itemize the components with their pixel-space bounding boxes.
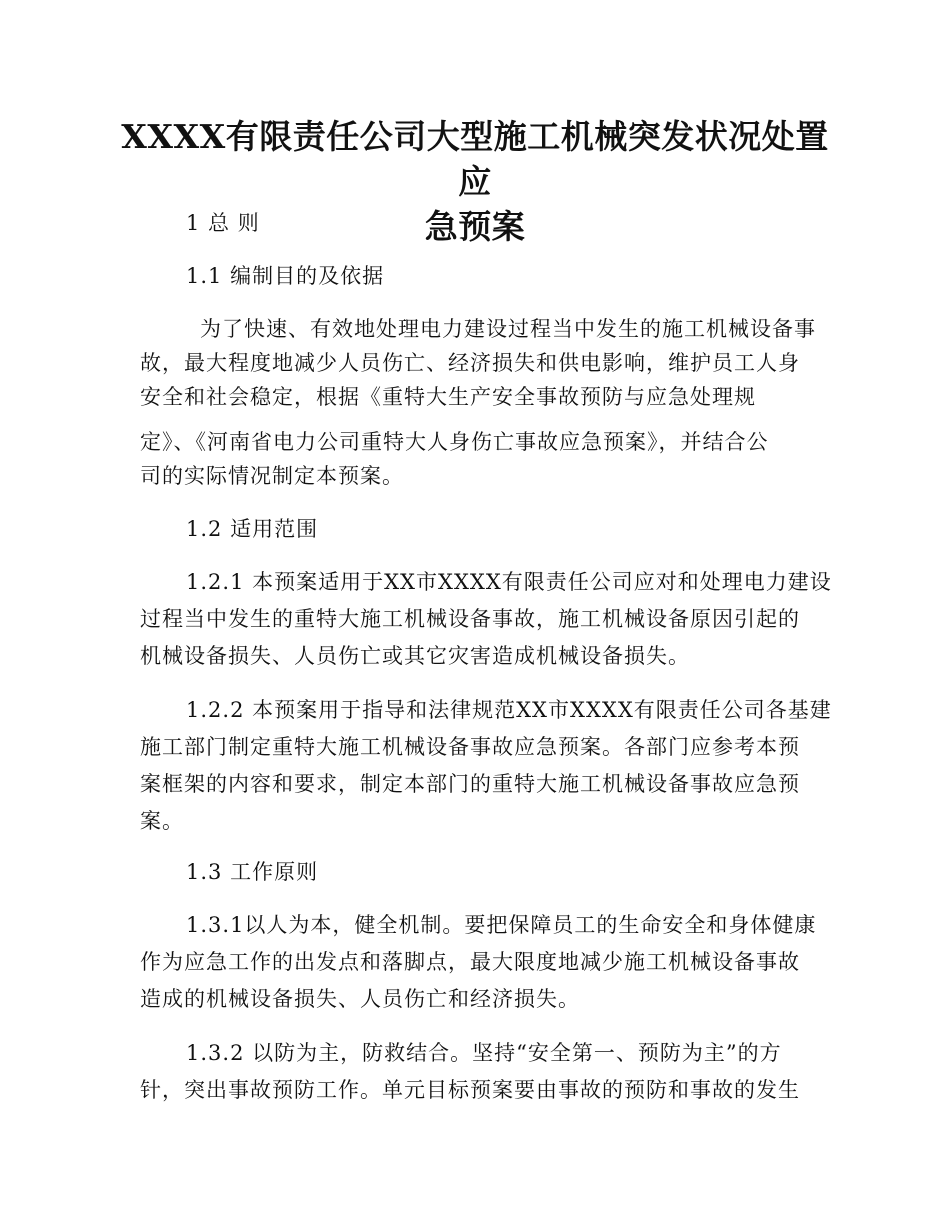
paragraph-line: 作为应急工作的出发点和落脚点，最大限度地减少施工机械设备事故 bbox=[140, 950, 800, 974]
paragraph-line: 针，突出事故预防工作。单元目标预案要由事故的预防和事故的发生 bbox=[140, 1078, 800, 1102]
paragraph-line: 机械设备损失、人员伤亡或其它灾害造成机械设备损失。 bbox=[140, 644, 690, 668]
paragraph-line: 安全和社会稳定，根据《重特大生产安全事故预防与应急处理规 bbox=[140, 385, 756, 409]
heading-general: 1 总 则 bbox=[186, 211, 260, 235]
paragraph-line: 案。 bbox=[140, 809, 184, 833]
paragraph-line: 1.3.1以人为本，健全机制。要把保障员工的生命安全和身体健康 bbox=[186, 913, 817, 937]
paragraph-line: 1.2.1 本预案适用于XX市XXXX有限责任公司应对和处理电力建设 bbox=[186, 570, 832, 594]
paragraph-line: 造成的机械设备损失、人员伤亡和经济损失。 bbox=[140, 987, 580, 1011]
paragraph-line: 定》、《河南省电力公司重特大人身伤亡事故应急预案》，并结合公 bbox=[140, 430, 769, 454]
paragraph-line: 司的实际情况制定本预案。 bbox=[140, 464, 404, 488]
heading-principles: 1.3 工作原则 bbox=[186, 860, 319, 884]
paragraph-line: 为了快速、有效地处理电力建设过程当中发生的施工机械设备事 bbox=[200, 317, 816, 341]
paragraph-line: 1.2.2 本预案用于指导和法律规范XX市XXXX有限责任公司各基建 bbox=[186, 698, 832, 722]
heading-scope: 1.2 适用范围 bbox=[186, 517, 319, 541]
title-line-1: XXXX有限责任公司大型施工机械突发状况处置应 bbox=[121, 117, 829, 201]
heading-purpose: 1.1 编制目的及依据 bbox=[186, 264, 385, 288]
title-line-2: 急预案 bbox=[424, 207, 526, 246]
paragraph-line: 过程当中发生的重特大施工机械设备事故，施工机械设备原因引起的 bbox=[140, 607, 800, 631]
paragraph-line: 施工部门制定重特大施工机械设备事故应急预案。各部门应参考本预 bbox=[140, 735, 800, 759]
paragraph-line: 案框架的内容和要求，制定本部门的重特大施工机械设备事故应急预 bbox=[140, 772, 800, 796]
paragraph-line: 1.3.2 以防为主，防救结合。坚持“安全第一、预防为主”的方 bbox=[186, 1041, 782, 1065]
paragraph-line: 故，最大程度地减少人员伤亡、经济损失和供电影响，维护员工人身 bbox=[140, 351, 800, 375]
